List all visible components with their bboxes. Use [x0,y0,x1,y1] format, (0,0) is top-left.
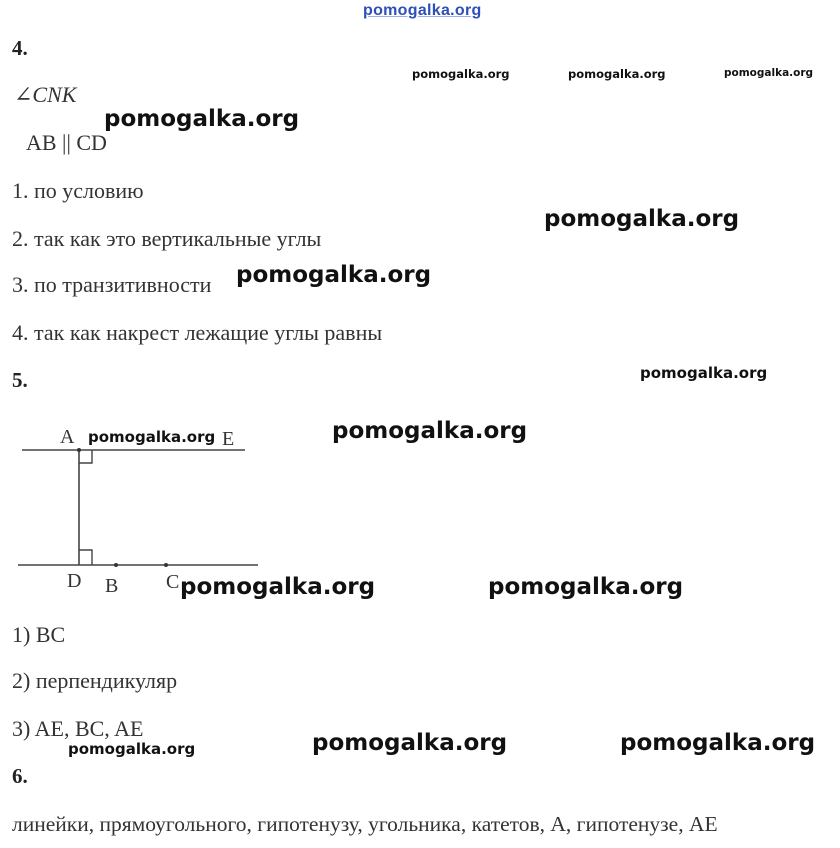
task5-number: 5. [12,368,28,392]
task5-answer-3: 3) AE, BC, AE [12,716,144,741]
label-b: B [105,575,119,597]
task5-answer-1: 1) BC [12,622,66,647]
watermark-row1-b: pomogalka.org [568,67,666,81]
point-b [114,563,118,567]
label-c: C [166,571,180,593]
task6-answer: линейки, прямоугольного, гипотенузу, угольника, катетов, A, гипотенузе, AE [12,812,718,836]
right-angle-a [79,450,92,463]
watermark-row1-c: pomogalka.org [724,67,814,79]
watermark-fig-right: pomogalka.org [332,418,528,444]
task4-step-4: 4. так как накрест лежащие углы равны [12,320,383,345]
watermark-transit: pomogalka.org [236,262,432,288]
label-d: D [67,570,82,592]
point-a [77,448,81,452]
label-a: A [60,426,75,448]
watermark-right1: pomogalka.org [544,206,740,232]
task4-step-2: 2. так как это вертикальные углы [12,226,322,251]
watermark-cd: pomogalka.org [104,106,300,132]
parallel-statement: AB || CD [26,130,107,155]
watermark-task5: pomogalka.org [640,364,768,382]
task4-step-1: 1. по условию [12,178,144,203]
watermark-top: pomogalka.org [363,2,482,19]
task4-number: 4. [12,36,28,60]
task5-answer-2: 2) перпендикуляр [12,668,178,693]
watermark-fig-inner: pomogalka.org [88,428,216,446]
point-c [164,563,168,567]
watermark-ans-mid: pomogalka.org [312,730,508,756]
task6-number: 6. [12,764,28,788]
watermark-fig-bottom2: pomogalka.org [488,574,684,600]
watermark-ans-small: pomogalka.org [68,740,196,758]
angle-cnk: ∠CNK [14,82,77,107]
right-angle-d [79,550,92,565]
task4-step-3: 3. по транзитивности [12,272,212,297]
watermark-row1-a: pomogalka.org [412,67,510,81]
watermark-ans-right: pomogalka.org [620,730,816,756]
watermark-fig-bottom1: pomogalka.org [180,574,376,600]
label-e: E [222,428,235,450]
